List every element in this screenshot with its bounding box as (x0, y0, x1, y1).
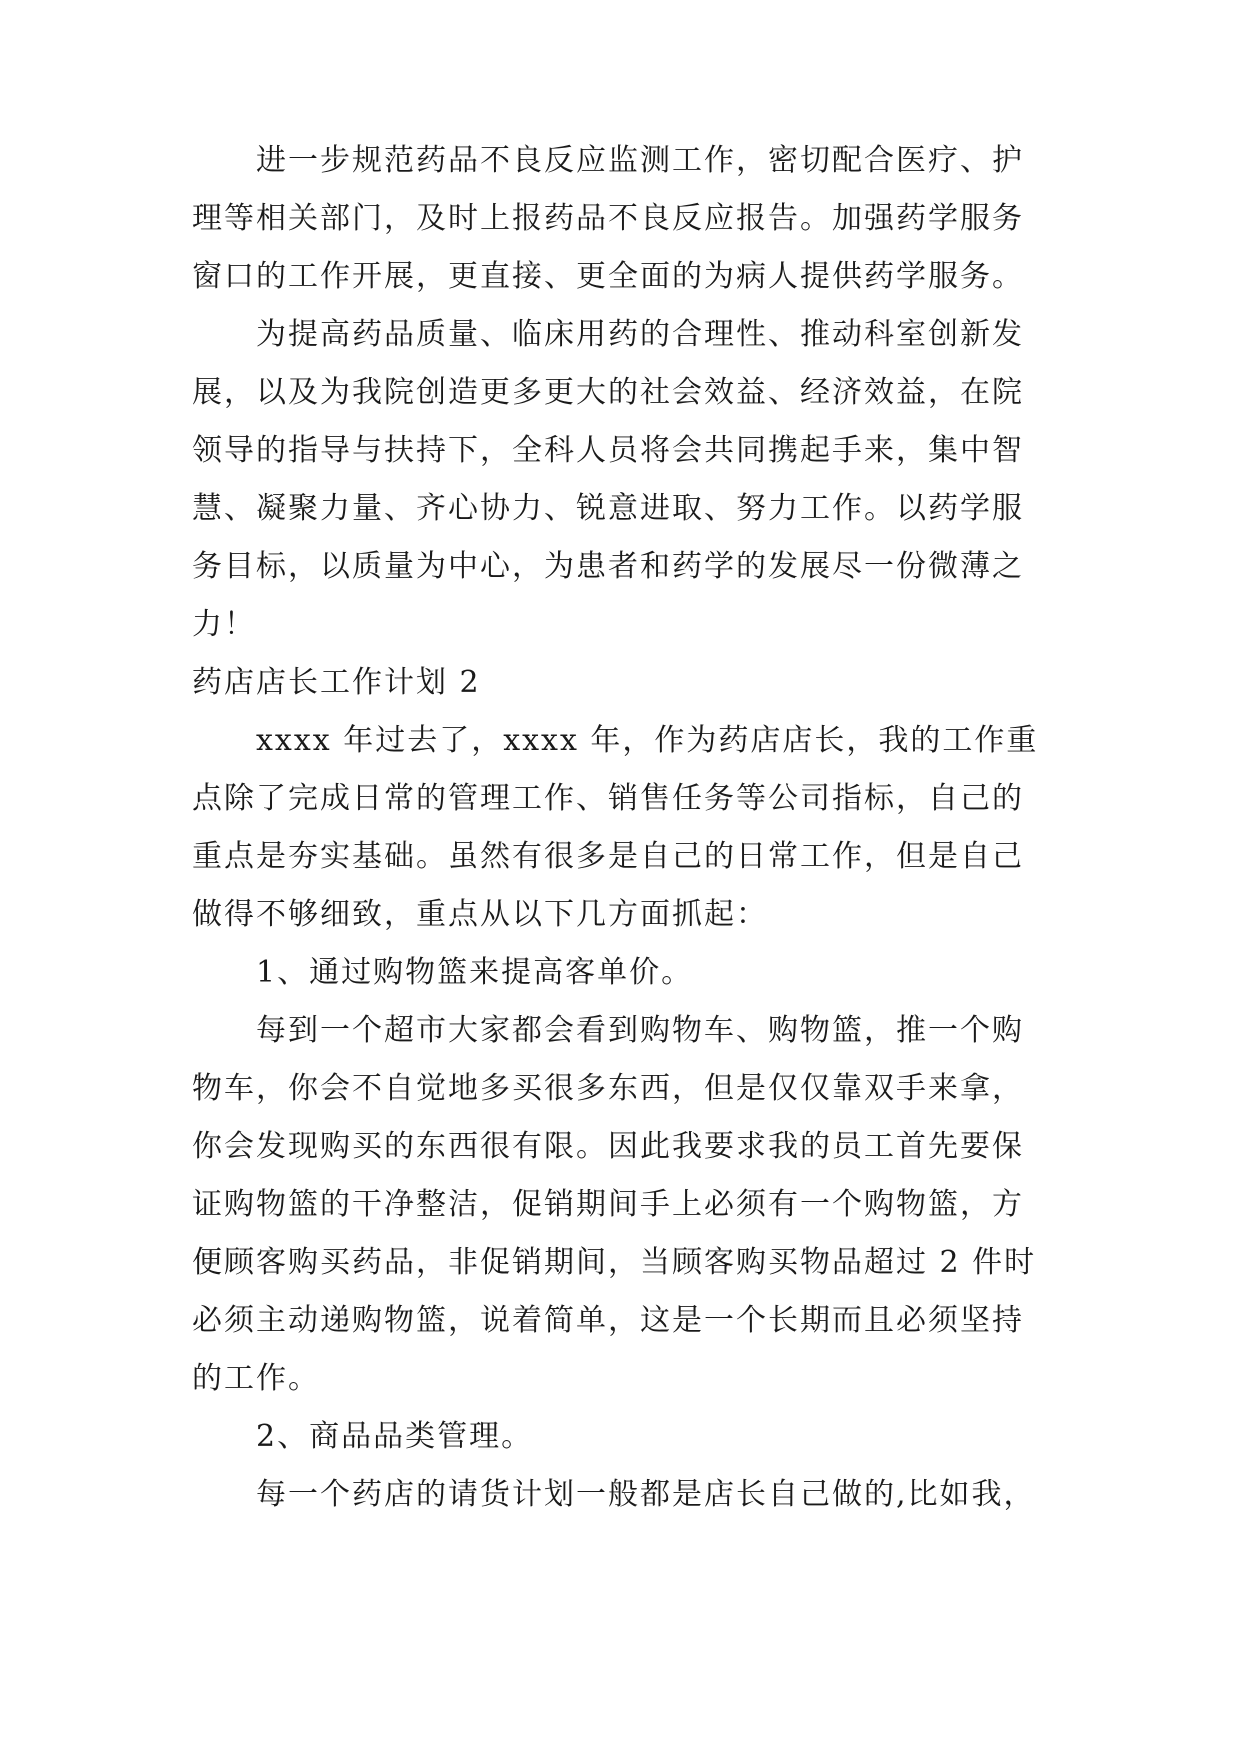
paragraph-line: xxxx 年过去了，xxxx 年，作为药店店长，我的工作重 (256, 723, 1039, 758)
paragraph-line: 展，以及为我院创造更多更大的社会效益、经济效益，在院 (192, 375, 1024, 410)
paragraph-line: 做得不够细致，重点从以下几方面抓起： (192, 897, 768, 932)
paragraph-line: 慧、凝聚力量、齐心协力、锐意进取、努力工作。以药学服 (192, 491, 1024, 526)
paragraph-line: 窗口的工作开展，更直接、更全面的为病人提供药学服务。 (192, 259, 1024, 294)
paragraph-line: 务目标，以质量为中心，为患者和药学的发展尽一份微薄之 (192, 549, 1024, 584)
paragraph-line: 便顾客购买药品，非促销期间，当顾客购买物品超过 2 件时 (192, 1245, 1037, 1280)
list-item-heading: 1、通过购物篮来提高客单价。 (256, 955, 694, 990)
list-item-heading: 2、商品品类管理。 (256, 1419, 534, 1454)
paragraph-line: 理等相关部门，及时上报药品不良反应报告。加强药学服务 (192, 201, 1024, 236)
paragraph-line: 物车，你会不自觉地多买很多东西，但是仅仅靠双手来拿， (192, 1071, 1024, 1106)
paragraph-line: 为提高药品质量、临床用药的合理性、推动科室创新发 (256, 317, 1024, 352)
paragraph-line: 的工作。 (192, 1361, 320, 1396)
paragraph-line: 重点是夯实基础。虽然有很多是自己的日常工作，但是自己 (192, 839, 1024, 874)
paragraph-line: 证购物篮的干净整洁，促销期间手上必须有一个购物篮，方 (192, 1187, 1024, 1222)
document-body (192, 132, 1052, 1524)
paragraph-line: 每到一个超市大家都会看到购物车、购物篮，推一个购 (256, 1013, 1024, 1048)
paragraph-line: 必须主动递购物篮，说着简单，这是一个长期而且必须坚持 (192, 1303, 1024, 1338)
paragraph-line: 力！ (192, 607, 256, 642)
paragraph-line: 你会发现购买的东西很有限。因此我要求我的员工首先要保 (192, 1129, 1024, 1164)
section-heading: 药店店长工作计划 2 (192, 665, 481, 700)
paragraph-line: 每一个药店的请货计划一般都是店长自己做的,比如我， (256, 1477, 1036, 1512)
paragraph-line: 进一步规范药品不良反应监测工作，密切配合医疗、护 (256, 143, 1024, 178)
paragraph-line: 点除了完成日常的管理工作、销售任务等公司指标，自己的 (192, 781, 1024, 816)
paragraph-line: 领导的指导与扶持下，全科人员将会共同携起手来，集中智 (192, 433, 1024, 468)
